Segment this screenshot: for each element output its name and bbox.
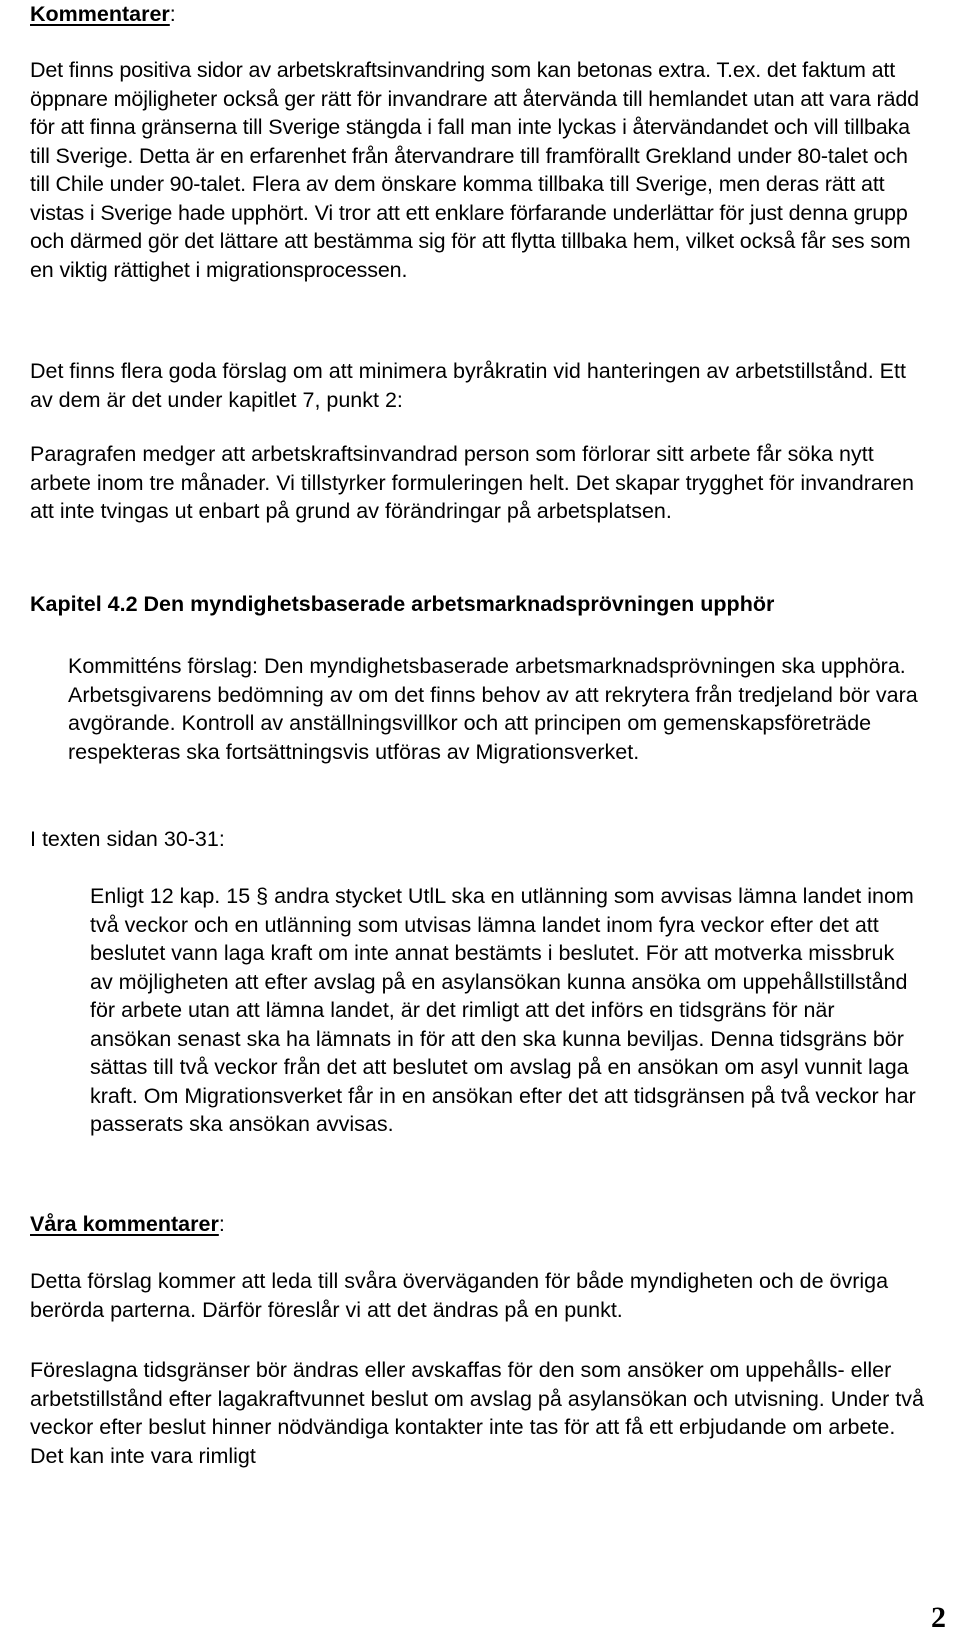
quoted-text: Enligt 12 kap. 15 § andra stycket UtlL ska en utlänning som avvisas lämna landet inom två veckor och en utlänning som utvisas lämna landet inom fyra veckor efter det att beslutet vann laga kraft om inte annat bestämts i beslutet. För att motverka missbruk av möjligheten att efter avslag på en asylansökan kunna ansöka om uppehållstillstånd för arbete utan att lämna landet, är det rimligt att det införs en tidsgräns för när ansökan senast ska ha lämnats in för att den ska kunna beviljas. Denna tidsgräns bör sättas till två veckor från det att beslutet om avslag på en ansökan om asyl vunnit laga kraft. Om Migrationsverket får in en ansökan efter det att tidsgränsen på två veckor har passerats ska ansökan avvisas. <box>90 884 916 1136</box>
heading-colon: : <box>169 2 176 26</box>
paragraph-bureaucracy: Det finns flera goda förslag om att minimera byråkratin vid hanteringen av arbetstillstånd. Ett av dem är det under kapitlet 7, punkt 2: <box>30 359 906 412</box>
paragraph-time-limits: Föreslagna tidsgränser bör ändras eller avskaffas för den som ansöker om uppehålls- eller arbetstillstånd efter lagakraftvunnet beslut om avslag på asylansökan och utvisning. Under två veckor efter beslut hinner nödvändiga kontakter inte tas för att få ett erbjudande om arbete. Det kan inte vara rimligt <box>30 1358 924 1468</box>
paragraph-new-job: Paragrafen medger att arbetskraftsinvandrad person som förlorar sitt arbete får söka nytt arbete inom tre månader. Vi tillstyrker formuleringen helt. Det skapar trygghet för invandraren att inte tvingas ut enbart på grund av förändringar på arbetsplatsen. <box>30 442 914 523</box>
committee-proposal: Kommitténs förslag: Den myndighetsbaserade arbetsmarknadsprövningen ska upphöra. Arbetsgivarens bedömning av om det finns behov av att rekrytera från tredjeland bör vara avgörande. Kontroll av anställningsvillkor och att principen om gemenskapsföreträde respekteras ska fortsättningsvis utföras av Migrationsverket. <box>68 654 918 764</box>
text-reference: I texten sidan 30-31: <box>30 827 225 851</box>
chapter-heading: Kapitel 4.2 Den myndighetsbaserade arbetsmarknadsprövningen upphör <box>30 592 775 616</box>
section-heading-kommentarer <box>30 0 930 29</box>
paragraph-our-comments: Detta förslag kommer att leda till svåra överväganden för både myndigheten och de övriga berörda parterna. Därför föreslår vi att det ändras på en punkt. <box>30 1269 889 1322</box>
section-heading-vara-kommentarer <box>30 1210 930 1239</box>
heading-colon: : <box>218 1212 225 1236</box>
heading-text: Kommentarer <box>30 2 170 26</box>
page-number: 2 <box>931 1601 946 1634</box>
heading-text: Våra kommentarer <box>30 1212 219 1236</box>
paragraph-positive-aspects: Det finns positiva sidor av arbetskraftsinvandring som kan betonas extra. T.ex. det faktum att öppnare möjligheter också ger rätt för invandrare att återvända till hemlandet utan att vara rädd för att finna gränserna till Sverige stängda i fall man inte lyckas i återvändandet och vill tillbaka till Sverige. Detta är en erfarenhet från återvandrare till framförallt Grekland under 80-talet och till Chile under 90-talet. Flera av dem önskare komma tillbaka till Sverige, men deras rätt att vistas i Sverige hade upphört. Vi tror att ett enklare förfarande underlättar för just denna grupp och därmed gör det lättare att bestämma sig för att flytta tillbaka hem, vilket också får ses som en viktig rättighet i migrationsprocessen. <box>30 58 919 282</box>
